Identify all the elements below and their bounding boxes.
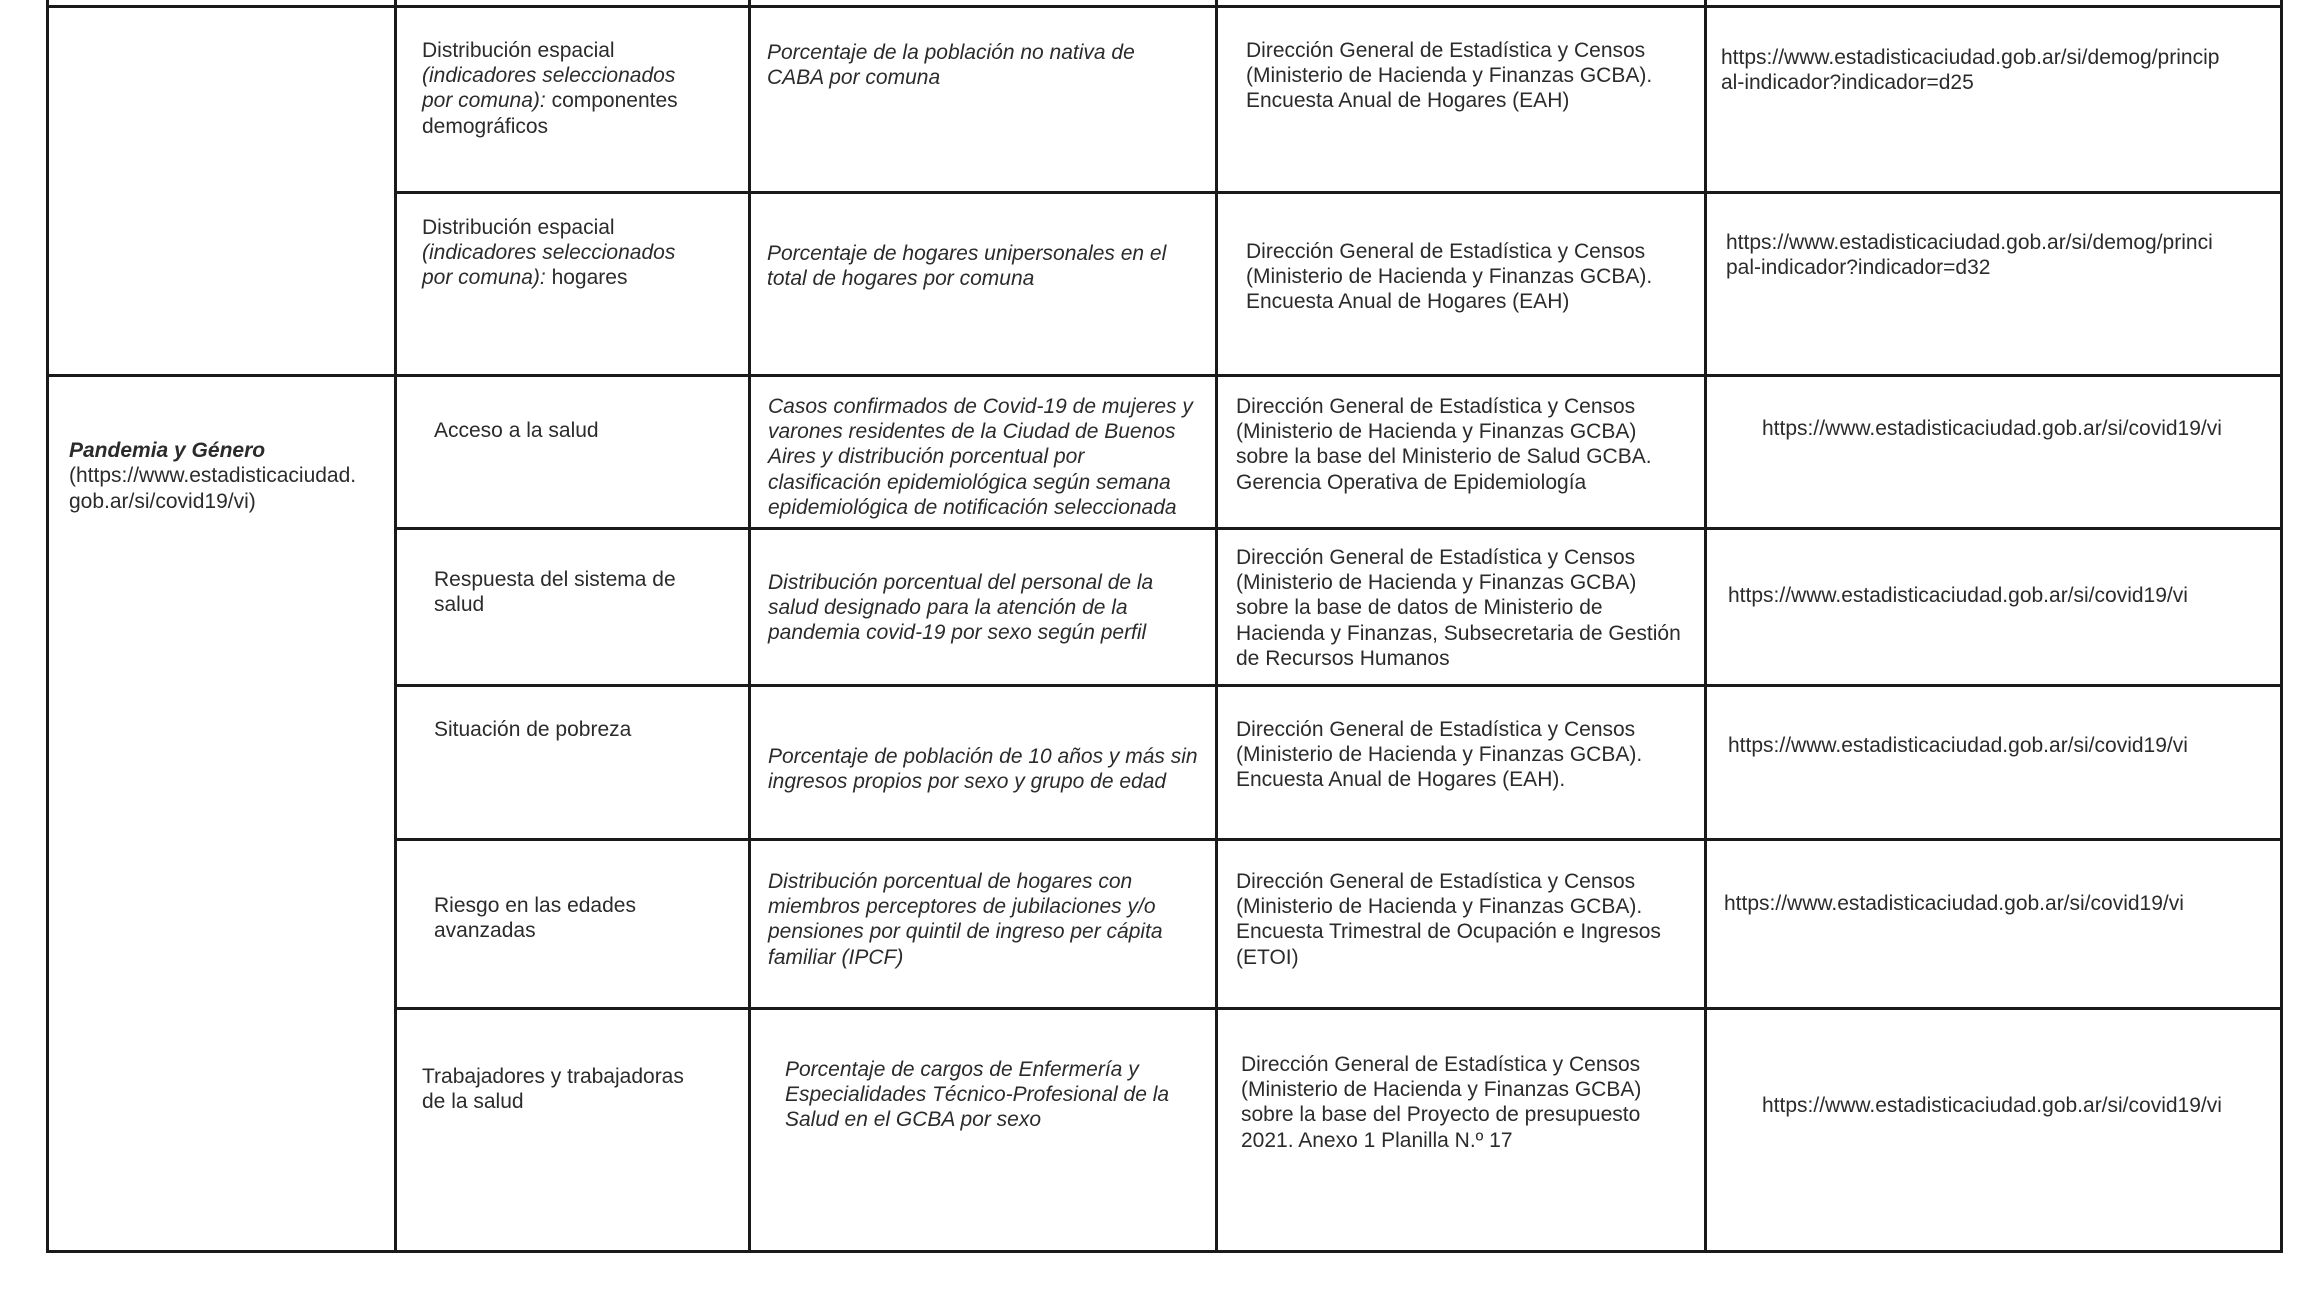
section-cell: [69, 413, 384, 539]
tema-label: Riesgo en las edades avanzadas: [434, 894, 636, 943]
indicator-url[interactable]: https://www.estadisticaciudad.gob.ar/si/demog/princip al-indicador?indicador=d25: [1721, 46, 2220, 95]
source-text: Dirección General de Estadística y Censos (Ministerio de Hacienda y Finanzas GCBA). Encuesta Anual de Hogares (EAH): [1246, 240, 1653, 314]
tema-label: Situación de pobreza: [434, 718, 632, 741]
row-divider: [46, 374, 2283, 377]
tema-qualifier: (indicadores seleccionados por comuna):: [422, 241, 676, 290]
tema-label: Distribución espacial: [422, 216, 615, 239]
source-text: Dirección General de Estadística y Censos (Ministerio de Hacienda y Finanzas GCBA) sobre la base de datos de Ministerio de Hacienda y Finanzas, Subsecretaria de Gestión de Recursos Humanos: [1236, 546, 1681, 670]
row-divider: [394, 684, 2283, 687]
indicator-url[interactable]: https://www.estadisticaciudad.gob.ar/si/covid19/vi: [1762, 417, 2222, 440]
indicator-url[interactable]: https://www.estadisticaciudad.gob.ar/si/covid19/vi: [1724, 892, 2184, 915]
column-divider: [394, 0, 397, 1253]
section-link[interactable]: (https://www.estadisticaciudad. gob.ar/si/covid19/vi): [69, 464, 357, 513]
row-divider: [394, 838, 2283, 841]
section-title: Pandemia y Género: [69, 439, 266, 463]
indicator-url[interactable]: https://www.estadisticaciudad.gob.ar/si/covid19/vi: [1728, 584, 2188, 607]
table-border-bottom: [46, 1250, 2283, 1253]
row-divider: [394, 1007, 2283, 1010]
indicator-text: Porcentaje de la población no nativa de CABA por comuna: [767, 41, 1135, 90]
indicator-text: Porcentaje de hogares unipersonales en el total de hogares por comuna: [767, 242, 1167, 291]
table-row-tema: [422, 38, 742, 139]
indicator-text: Distribución porcentual del personal de la salud designado para la atención de la pandemia covid-19 por sexo según perfil: [768, 571, 1154, 645]
tema-qualifier: (indicadores seleccionados por comuna):: [422, 64, 676, 113]
tema-label: Trabajadores y trabajadoras de la salud: [422, 1065, 684, 1114]
indicator-text: Distribución porcentual de hogares con miembros perceptores de jubilaciones y/o pensiones por quintil de ingreso per cápita familiar (IPCF): [768, 870, 1163, 969]
tema-subtopic: componentes demográficos: [422, 89, 678, 138]
source-text: Dirección General de Estadística y Censos (Ministerio de Hacienda y Finanzas GCBA). Encuesta Anual de Hogares (EAH): [1246, 39, 1653, 113]
source-text: Dirección General de Estadística y Censos (Ministerio de Hacienda y Finanzas GCBA). Encuesta Trimestral de Ocupación e Ingresos (ETOI): [1236, 870, 1661, 969]
source-text: Dirección General de Estadística y Censos (Ministerio de Hacienda y Finanzas GCBA) sobre la base del Ministerio de Salud GCBA. Gerencia Operativa de Epidemiología: [1236, 395, 1652, 494]
tema-label: Acceso a la salud: [434, 419, 599, 442]
tema-subtopic: hogares: [545, 266, 628, 290]
column-divider: [1704, 0, 1707, 1253]
tema-label: Distribución espacial: [422, 39, 615, 62]
table-row-tema: [422, 215, 742, 291]
column-divider: [1215, 0, 1218, 1253]
row-divider: [46, 5, 2283, 8]
indicator-text: Porcentaje de cargos de Enfermería y Especialidades Técnico-Profesional de la Salud en el GCBA por sexo: [785, 1058, 1170, 1132]
source-text: Dirección General de Estadística y Censos (Ministerio de Hacienda y Finanzas GCBA). Encuesta Anual de Hogares (EAH).: [1236, 718, 1643, 792]
indicator-url[interactable]: https://www.estadisticaciudad.gob.ar/si/covid19/vi: [1728, 734, 2188, 757]
tema-label: Respuesta del sistema de salud: [434, 568, 676, 617]
row-divider: [394, 191, 2283, 194]
row-divider: [394, 527, 2283, 530]
indicator-text: Porcentaje de población de 10 años y más sin ingresos propios por sexo y grupo de edad: [768, 745, 1198, 794]
column-divider: [748, 0, 751, 1253]
indicator-url[interactable]: https://www.estadisticaciudad.gob.ar/si/covid19/vi: [1762, 1094, 2222, 1117]
source-text: Dirección General de Estadística y Censos (Ministerio de Hacienda y Finanzas GCBA) sobre la base del Proyecto de presupuesto 2021. Anexo 1 Planilla N.º 17: [1241, 1053, 1642, 1152]
indicator-url[interactable]: https://www.estadisticaciudad.gob.ar/si/demog/princi pal-indicador?indicador=d32: [1726, 231, 2213, 280]
indicator-text: Casos confirmados de Covid-19 de mujeres y varones residentes de la Ciudad de Buenos Aires y distribución porcentual por clasificación epidemiológica según semana epidemiológica de notificación seleccionada: [768, 395, 1193, 519]
table-border-right: [2280, 0, 2283, 1253]
table-border-left: [46, 0, 49, 1253]
